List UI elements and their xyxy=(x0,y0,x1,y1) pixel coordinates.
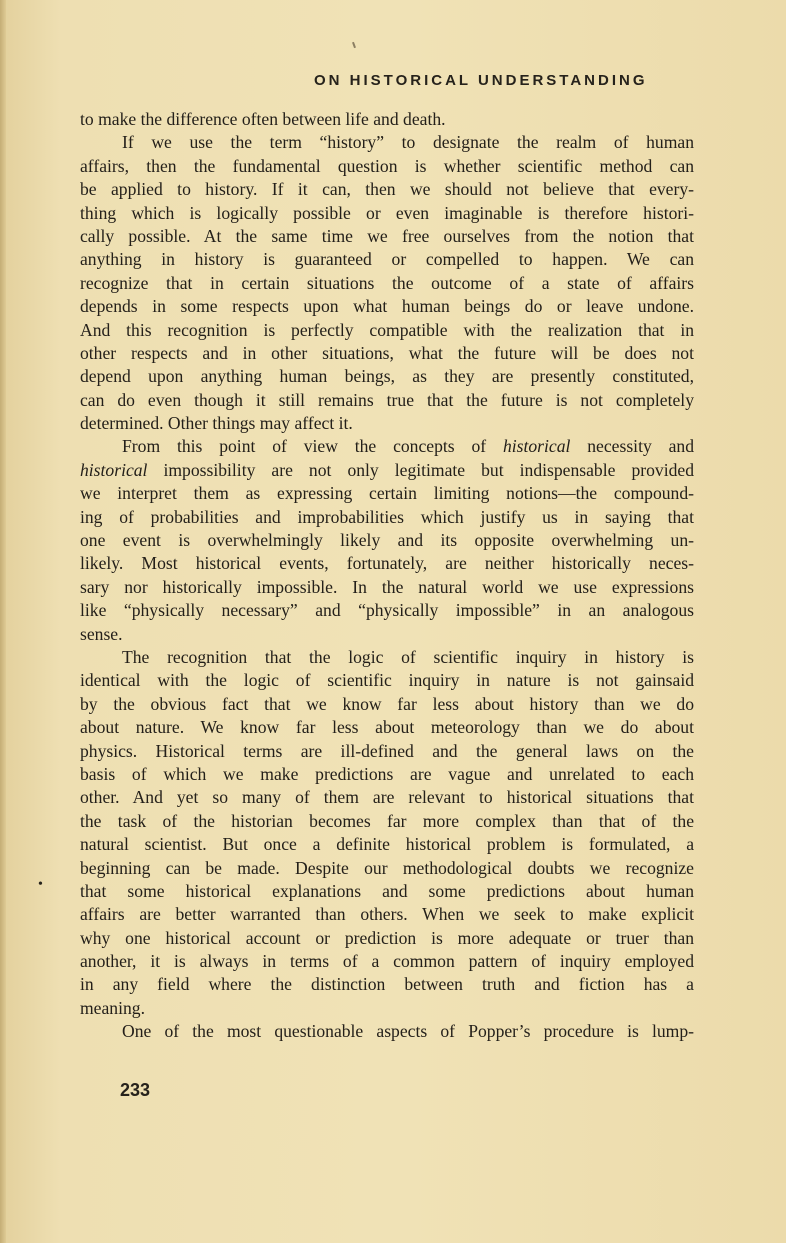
text-segment: From this point of view the concepts of xyxy=(122,436,503,457)
text-line: by the obvious fact that we know far less about history than we do xyxy=(80,693,694,714)
text-line: other. And yet so many of them are relevant to historical situations that xyxy=(80,787,694,808)
text-line: another, it is always in terms of a common pattern of inquiry employed xyxy=(80,951,694,972)
text-line: ing of probabilities and improbabilities which justify us in saying that xyxy=(80,506,694,527)
text-line: beginning can be made. Despite our methodological doubts we recognize xyxy=(80,857,694,878)
text-line: that some historical explanations and some predictions about human xyxy=(80,880,694,901)
text-line: affairs are better warranted than others. When we seek to make explicit xyxy=(80,904,694,925)
running-head: ON HISTORICAL UNDERSTANDING xyxy=(314,72,648,89)
text-line: natural scientist. But once a definite historical problem is formulated, a xyxy=(80,834,694,855)
text-line: The recognition that the logic of scientific inquiry in history is xyxy=(122,646,694,667)
italic-term: historical xyxy=(502,436,571,457)
text-line: the task of the historian becomes far more complex than that of the xyxy=(80,810,694,831)
text-line: other respects and in other situations, what the future will be does not xyxy=(80,342,694,363)
body-text xyxy=(80,108,694,1044)
page-number: 233 xyxy=(120,1080,151,1100)
text-line: we interpret them as expressing certain limiting notions—the compound- xyxy=(80,483,694,504)
text-line: thing which is logically possible or even imaginable is therefore histori- xyxy=(80,202,694,223)
text-line: anything in history is guaranteed or compelled to happen. We can xyxy=(80,249,694,270)
text-line: about nature. We know far less about meteorology than we do about xyxy=(80,717,694,738)
text-line: basis of which we make predictions are vague and unrelated to each xyxy=(80,763,694,784)
text-line: why one historical account or prediction is more adequate or truer than xyxy=(80,927,694,948)
text-line: sense. xyxy=(80,623,123,644)
text-line: One of the most questionable aspects of Popper’s procedure is lump- xyxy=(122,1021,694,1042)
text-segment: necessity and xyxy=(570,436,694,457)
text-line: likely. Most historical events, fortunately, are neither historically neces- xyxy=(80,553,694,574)
text-line: depend upon anything human beings, as they are presently constituted, xyxy=(80,366,694,387)
text-line: affairs, then the fundamental question is whether scientific method can xyxy=(80,155,694,176)
text-line: recognize that in certain situations the outcome of a state of affairs xyxy=(80,272,694,293)
book-gutter-shadow xyxy=(0,0,6,1243)
text-line: If we use the term “history” to designate the realm of human xyxy=(122,132,694,153)
text-line: one event is overwhelmingly likely and its opposite overwhelming un- xyxy=(80,530,694,551)
text-line: physics. Historical terms are ill-defined and the general laws on the xyxy=(80,740,694,761)
text-segment: impossibility are not only legitimate but indispensable provided xyxy=(147,459,694,480)
text-line: sary nor historically impossible. In the natural world we use expressions xyxy=(80,576,694,597)
text-line xyxy=(80,459,694,482)
text-line: to make the difference often between life and death. xyxy=(80,109,446,129)
text-line: in any field where the distinction between truth and fiction has a xyxy=(80,974,694,995)
italic-term: historical xyxy=(80,459,148,480)
text-line: can do even though it still remains true that the future is not completely xyxy=(80,389,694,410)
text-line: determined. Other things may affect it. xyxy=(80,413,353,434)
text-line: identical with the logic of scientific inquiry in nature is not gainsaid xyxy=(80,670,694,691)
text-line: depends in some respects upon what human beings do or leave undone. xyxy=(80,296,694,317)
text-line: meaning. xyxy=(80,997,145,1018)
text-line: And this recognition is perfectly compatible with the realization that in xyxy=(80,319,694,340)
margin-mark: • xyxy=(38,877,43,892)
text-line: be applied to history. If it can, then we should not believe that every- xyxy=(80,179,694,200)
text-line: like “physically necessary” and “physically impossible” in an analogous xyxy=(80,600,694,621)
text-line xyxy=(80,435,694,458)
text-line: cally possible. At the same time we free ourselves from the notion that xyxy=(80,225,694,246)
